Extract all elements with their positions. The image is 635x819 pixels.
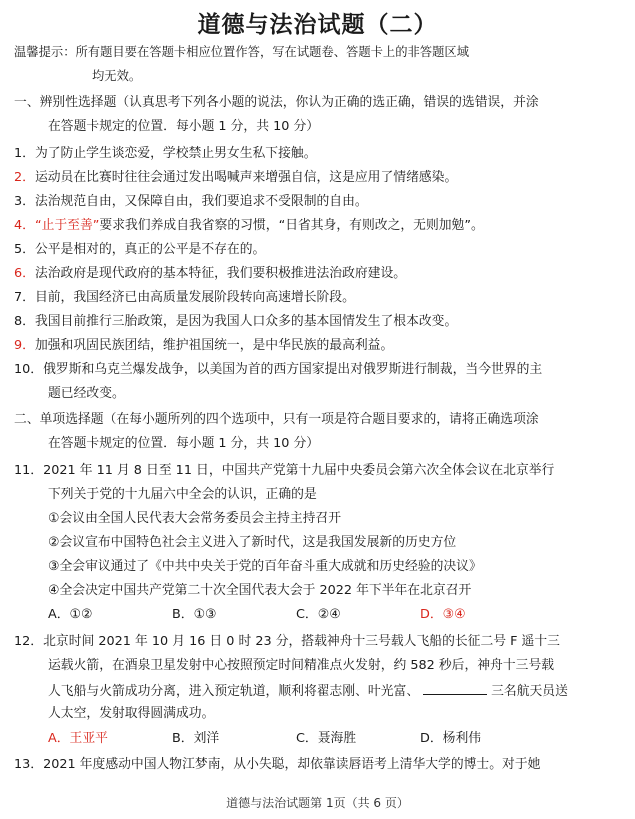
- item-number: 10．: [14, 362, 44, 377]
- judge-item-1: [14, 146, 627, 162]
- q11-line-2: 下列关于党的十九届六中全会的认识，正确的是: [48, 487, 317, 502]
- item-number: 2．: [14, 170, 35, 185]
- item-number: 7．: [14, 290, 35, 305]
- item-number: 13．: [14, 757, 44, 772]
- judge-item-3: [14, 194, 627, 210]
- item-number: 8．: [14, 314, 35, 329]
- option-b: B．刘洋: [172, 731, 220, 746]
- option-c: C．聂海胜: [296, 731, 357, 746]
- option-c: C．②④: [296, 607, 341, 622]
- section2-heading-cont: 在答题卡规定的位置．每小题 1 分，共 10 分）: [48, 436, 320, 451]
- q11-statement-2: ②会议宣布中国特色社会主义进入了新时代，这是我国发展新的历史方位: [48, 535, 457, 550]
- answer-blank: [423, 682, 487, 695]
- item-text: 2021 年度感动中国人物江梦南，从小失聪，却依靠读唇语考上清华大学的博士。对于她: [43, 757, 541, 772]
- item-text: 法治政府是现代政府的基本特征，我们要积极推进法治政府建设。: [34, 266, 407, 281]
- item-number: 1．: [14, 146, 35, 161]
- notice-line-1: 温馨提示：所有题目要在答题卡相应位置作答，写在试题卷、答题卡上的非答题区域: [14, 45, 469, 59]
- q11-statement-4: ④全会决定中国共产党第二十次全国代表大会于 2022 年下半年在北京召开: [48, 583, 472, 598]
- item-number: 9．: [14, 338, 35, 353]
- item-text: 要求我们养成自我省察的习惯，“日省其身，有则改之，无则加勉”。: [99, 218, 484, 233]
- judge-item-5: [14, 242, 627, 258]
- q11-options: [48, 607, 627, 623]
- item-text: 运动员在比赛时往往会通过发出喝喊声来增强自信，这是应用了情绪感染。: [34, 170, 458, 185]
- item-text: 法治规范自由，又保障自由，我们要追求不受限制的自由。: [34, 194, 368, 209]
- question-11: [14, 463, 627, 479]
- option-d: D．③④: [420, 607, 466, 622]
- item-text: 2021 年 11 月 8 日至 11 日，中国共产党第十九届中央委员会第六次全体会议在北京举行: [43, 463, 555, 478]
- item-text: 我国目前推行三胎政策，是因为我国人口众多的基本国情发生了根本改变。: [34, 314, 458, 329]
- section1-heading: 一、辨别性选择题（认真思考下列各小题的说法，你认为正确的选正确，错误的选错误，并涂: [14, 95, 539, 110]
- question-13: [14, 757, 627, 773]
- item-quote: “止于至善”: [34, 218, 100, 233]
- option-d: D．杨利伟: [420, 731, 482, 746]
- page-footer: 道德与法治试题第 1页（共 6 页）: [226, 796, 409, 810]
- q12-line-4: 人太空，发射取得圆满成功。: [48, 706, 215, 721]
- item-text: 俄罗斯和乌克兰爆发战争，以美国为首的西方国家提出对俄罗斯进行制裁，当今世界的主: [43, 362, 543, 377]
- section2-heading: 二、单项选择题（在每小题所列的四个选项中，只有一项是符合题目要求的，请将正确选项涂: [14, 412, 539, 427]
- notice-line-2: 均无效。: [92, 69, 142, 83]
- judge-item-4: [14, 218, 627, 234]
- item-text: 人飞船与火箭成功分离，进入预定轨道，顺利将翟志刚、叶光富、: [48, 684, 420, 699]
- item-number: 12．: [14, 634, 44, 649]
- option-a: A．①②: [48, 607, 93, 622]
- option-b: B．①③: [172, 607, 217, 622]
- q11-statement-1: ①会议由全国人民代表大会常务委员会主持主持召开: [48, 511, 342, 526]
- item-text: 加强和巩固民族团结，维护祖国统一，是中华民族的最高利益。: [34, 338, 394, 353]
- question-12: [14, 634, 627, 650]
- judge-item-10-cont: 题已经改变。: [48, 386, 125, 401]
- q12-line-3: [48, 682, 627, 700]
- q11-statement-3: ③全会审议通过了《中共中央关于党的百年奋斗重大成就和历史经验的决议》: [48, 559, 482, 574]
- q12-options: [48, 731, 627, 747]
- item-text: 为了防止学生谈恋爱，学校禁止男女生私下接触。: [34, 146, 317, 161]
- item-number: 4．: [14, 218, 35, 233]
- item-number: 3．: [14, 194, 35, 209]
- item-number: 6．: [14, 266, 35, 281]
- item-text: 公平是相对的，真正的公平是不存在的。: [34, 242, 266, 257]
- option-a: A．王亚平: [48, 731, 108, 746]
- judge-item-9: [14, 338, 627, 354]
- judge-item-7: [14, 290, 627, 306]
- item-number: 5．: [14, 242, 35, 257]
- page-title: 道德与法治试题（二）: [197, 11, 438, 38]
- q12-line-2: 运载火箭，在酒泉卫星发射中心按照预定时间精准点火发射，约 582 秒后，神舟十三号载: [48, 658, 555, 673]
- judge-item-8: [14, 314, 627, 330]
- judge-item-6: [14, 266, 627, 282]
- judge-item-2: [14, 170, 627, 186]
- item-text: 北京时间 2021 年 10 月 16 日 0 时 23 分，搭载神舟十三号载人飞船的长征二号 F 遥十三: [43, 634, 560, 649]
- item-text: 目前，我国经济已由高质量发展阶段转向高速增长阶段。: [34, 290, 355, 305]
- item-text: 三名航天员送: [491, 684, 568, 699]
- judge-item-10: [14, 362, 627, 378]
- item-number: 11．: [14, 463, 44, 478]
- section1-heading-cont: 在答题卡规定的位置．每小题 1 分，共 10 分）: [48, 119, 320, 134]
